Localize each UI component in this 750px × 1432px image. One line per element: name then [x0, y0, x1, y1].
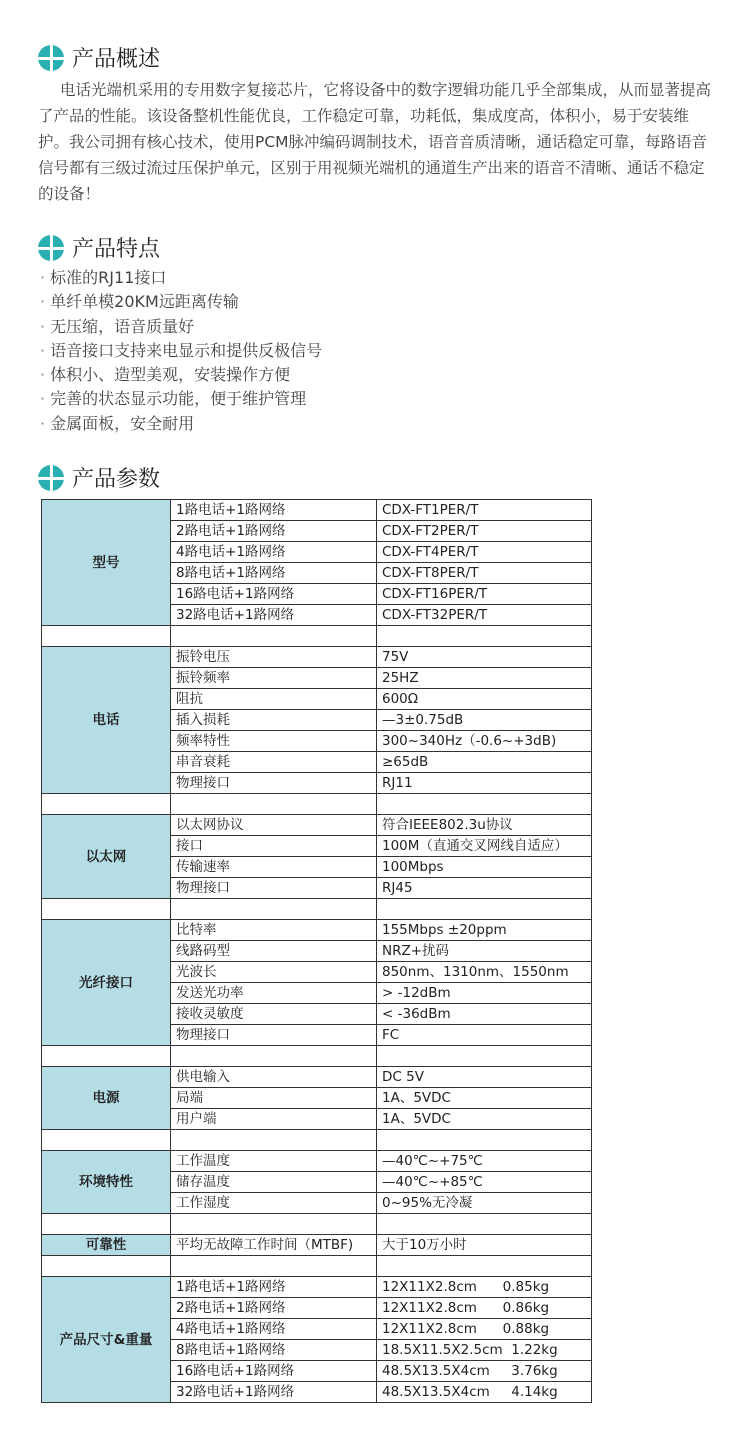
param-value-cell: 850nm、1310nm、1550nm: [377, 962, 592, 983]
empty-cell: [377, 1256, 592, 1277]
param-name-cell: 插入损耗: [171, 710, 377, 731]
param-name-cell: 物理接口: [171, 1025, 377, 1046]
category-cell: 型号: [42, 500, 171, 626]
param-value-cell: 48.5X13.5X4cm 4.14kg: [377, 1382, 592, 1403]
param-name-cell: 局端: [171, 1088, 377, 1109]
spacer-row: [42, 1130, 592, 1151]
param-name-cell: 1路电话+1路网络: [171, 500, 377, 521]
param-value-cell: < -36dBm: [377, 1004, 592, 1025]
param-value-cell: 大于10万小时: [377, 1235, 592, 1256]
param-value-cell: ≥65dB: [377, 752, 592, 773]
param-value-cell: 符合IEEE802.3u协议: [377, 815, 592, 836]
empty-cell: [377, 794, 592, 815]
category-cell: 光纤接口: [42, 920, 171, 1046]
param-name-cell: 传输速率: [171, 857, 377, 878]
empty-cell: [42, 1046, 171, 1067]
param-value-cell: CDX-FT4PER/T: [377, 542, 592, 563]
empty-cell: [171, 1214, 377, 1235]
empty-cell: [377, 1214, 592, 1235]
empty-cell: [171, 794, 377, 815]
param-name-cell: 振铃频率: [171, 668, 377, 689]
table-row: [42, 1235, 592, 1256]
empty-cell: [171, 1130, 377, 1151]
category-cell: 产品尺寸&重量: [42, 1277, 171, 1403]
param-name-cell: 频率特性: [171, 731, 377, 752]
param-name-cell: 储存温度: [171, 1172, 377, 1193]
param-name-cell: 物理接口: [171, 878, 377, 899]
plus-circle-icon: [38, 465, 64, 491]
param-value-cell: CDX-FT1PER/T: [377, 500, 592, 521]
param-value-cell: 1A、5VDC: [377, 1088, 592, 1109]
category-cell: 以太网: [42, 815, 171, 899]
param-value-cell: RJ45: [377, 878, 592, 899]
table-row: [42, 1151, 592, 1172]
empty-cell: [42, 1214, 171, 1235]
param-value-cell: 48.5X13.5X4cm 3.76kg: [377, 1361, 592, 1382]
param-value-cell: 75V: [377, 647, 592, 668]
table-row: [42, 920, 592, 941]
param-name-cell: 供电输入: [171, 1067, 377, 1088]
spacer-row: [42, 1256, 592, 1277]
param-name-cell: 接收灵敏度: [171, 1004, 377, 1025]
param-value-cell: > -12dBm: [377, 983, 592, 1004]
feature-item: · 体积小、造型美观，安装操作方便: [40, 363, 322, 387]
param-value-cell: CDX-FT8PER/T: [377, 563, 592, 584]
plus-circle-icon: [38, 235, 64, 261]
category-cell: 电话: [42, 647, 171, 794]
empty-cell: [377, 1046, 592, 1067]
empty-cell: [171, 626, 377, 647]
feature-item: · 无压缩，语音质量好: [40, 315, 322, 339]
empty-cell: [377, 626, 592, 647]
spacer-row: [42, 794, 592, 815]
spacer-row: [42, 1046, 592, 1067]
param-value-cell: FC: [377, 1025, 592, 1046]
feature-item: · 语音接口支持来电显示和提供反极信号: [40, 339, 322, 363]
param-value-cell: CDX-FT32PER/T: [377, 605, 592, 626]
param-name-cell: 比特率: [171, 920, 377, 941]
empty-cell: [171, 1256, 377, 1277]
param-value-cell: —3±0.75dB: [377, 710, 592, 731]
param-name-cell: 工作湿度: [171, 1193, 377, 1214]
param-name-cell: 2路电话+1路网络: [171, 521, 377, 542]
param-value-cell: 12X11X2.8cm 0.88kg: [377, 1319, 592, 1340]
param-value-cell: —40℃~+85℃: [377, 1172, 592, 1193]
table-row: [42, 815, 592, 836]
feature-item: · 单纤单模20KM远距离传输: [40, 290, 322, 314]
param-name-cell: 平均无故障工作时间（MTBF): [171, 1235, 377, 1256]
param-value-cell: 25HZ: [377, 668, 592, 689]
table-row: [42, 1067, 592, 1088]
category-cell: 电源: [42, 1067, 171, 1130]
empty-cell: [171, 899, 377, 920]
param-name-cell: 振铃电压: [171, 647, 377, 668]
param-name-cell: 4路电话+1路网络: [171, 1319, 377, 1340]
param-name-cell: 用户端: [171, 1109, 377, 1130]
params-heading: [38, 462, 160, 493]
category-cell: 可靠性: [42, 1235, 171, 1256]
param-value-cell: 18.5X11.5X2.5cm 1.22kg: [377, 1340, 592, 1361]
empty-cell: [42, 626, 171, 647]
param-name-cell: 以太网协议: [171, 815, 377, 836]
params-title: 产品参数: [72, 467, 161, 492]
param-name-cell: 16路电话+1路网络: [171, 1361, 377, 1382]
empty-cell: [171, 1046, 377, 1067]
param-name-cell: 1路电话+1路网络: [171, 1277, 377, 1298]
param-value-cell: 0~95%无冷凝: [377, 1193, 592, 1214]
spacer-row: [42, 899, 592, 920]
param-name-cell: 阻抗: [171, 689, 377, 710]
empty-cell: [377, 899, 592, 920]
table-row: [42, 1277, 592, 1298]
param-value-cell: 1A、5VDC: [377, 1109, 592, 1130]
param-name-cell: 32路电话+1路网络: [171, 605, 377, 626]
feature-item: · 金属面板，安全耐用: [40, 412, 322, 436]
spacer-row: [42, 1214, 592, 1235]
empty-cell: [42, 899, 171, 920]
features-title: 产品特点: [72, 237, 161, 262]
params-table: [41, 499, 592, 1403]
param-name-cell: 8路电话+1路网络: [171, 563, 377, 584]
overview-heading: [38, 42, 160, 73]
param-value-cell: 100M（直通交叉网线自适应）: [377, 836, 592, 857]
param-value-cell: RJ11: [377, 773, 592, 794]
param-name-cell: 串音衰耗: [171, 752, 377, 773]
param-value-cell: 100Mbps: [377, 857, 592, 878]
param-name-cell: 8路电话+1路网络: [171, 1340, 377, 1361]
param-value-cell: CDX-FT2PER/T: [377, 521, 592, 542]
table-row: [42, 647, 592, 668]
param-value-cell: NRZ+扰码: [377, 941, 592, 962]
category-cell: 环境特性: [42, 1151, 171, 1214]
plus-circle-icon: [38, 45, 64, 71]
empty-cell: [42, 1130, 171, 1151]
param-name-cell: 2路电话+1路网络: [171, 1298, 377, 1319]
param-name-cell: 32路电话+1路网络: [171, 1382, 377, 1403]
param-value-cell: 12X11X2.8cm 0.86kg: [377, 1298, 592, 1319]
param-value-cell: 600Ω: [377, 689, 592, 710]
feature-item: · 完善的状态显示功能，便于维护管理: [40, 387, 322, 411]
overview-title: 产品概述: [72, 47, 161, 72]
param-value-cell: 12X11X2.8cm 0.85kg: [377, 1277, 592, 1298]
param-value-cell: —40℃~+75℃: [377, 1151, 592, 1172]
empty-cell: [42, 794, 171, 815]
param-value-cell: CDX-FT16PER/T: [377, 584, 592, 605]
feature-item: · 标准的RJ11接口: [40, 266, 322, 290]
spacer-row: [42, 626, 592, 647]
empty-cell: [377, 1130, 592, 1151]
features-heading: [38, 232, 160, 263]
param-name-cell: 4路电话+1路网络: [171, 542, 377, 563]
param-name-cell: 16路电话+1路网络: [171, 584, 377, 605]
param-value-cell: DC 5V: [377, 1067, 592, 1088]
param-value-cell: 155Mbps ±20ppm: [377, 920, 592, 941]
feature-list: [40, 266, 322, 436]
param-name-cell: 物理接口: [171, 773, 377, 794]
param-name-cell: 接口: [171, 836, 377, 857]
overview-text: 电话光端机采用的专用数字复接芯片，它将设备中的数字逻辑功能几乎全部集成，从而显著提高了产品的性能。该设备整机性能优良，工作稳定可靠，功耗低，集成度高，体积小，易于安装维护。我公司拥有核心技术，使用PCM脉冲编码调制技术，语音音质清晰，通话稳定可靠，每路语音信号都有三级过流过压保护单元，区别于用视频光端机的通道生产出来的语音不清晰、通话不稳定的设备！: [38, 81, 712, 203]
empty-cell: [42, 1256, 171, 1277]
param-name-cell: 工作温度: [171, 1151, 377, 1172]
param-name-cell: 发送光功率: [171, 983, 377, 1004]
table-row: [42, 500, 592, 521]
param-value-cell: 300~340Hz（-0.6~+3dB): [377, 731, 592, 752]
param-name-cell: 线路码型: [171, 941, 377, 962]
param-name-cell: 光波长: [171, 962, 377, 983]
